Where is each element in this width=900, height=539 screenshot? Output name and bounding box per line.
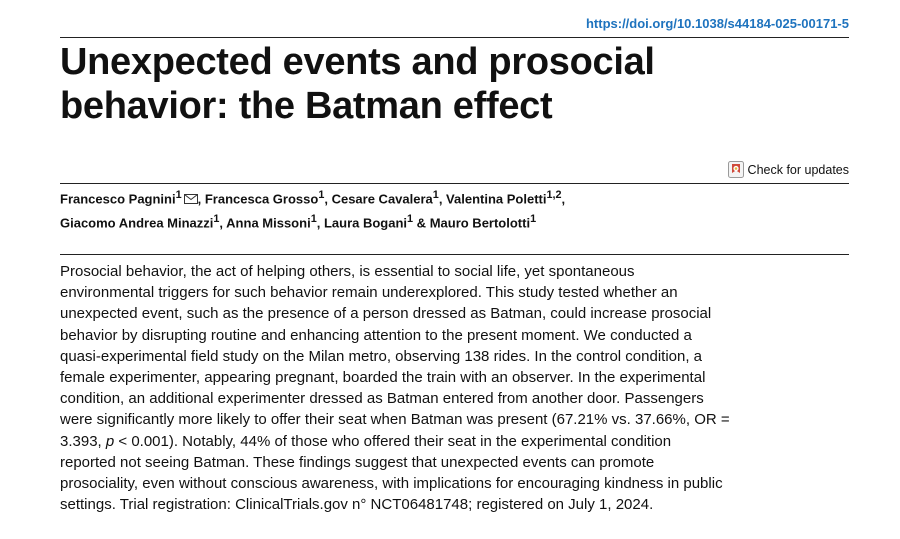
authors-top-rule [60, 183, 849, 184]
author-affiliation: 1 [213, 213, 220, 226]
envelope-icon[interactable] [184, 190, 198, 200]
author-affiliation: 1 [318, 189, 325, 201]
p-value-symbol: p [105, 432, 115, 450]
author-list [60, 185, 760, 234]
author-name[interactable]: Anna Missoni [226, 215, 311, 231]
author-separator: , [561, 191, 566, 207]
author-separator: , [438, 191, 447, 207]
author-affiliation: 1 [310, 213, 317, 226]
abstract [60, 261, 730, 515]
author-separator: , [219, 215, 227, 231]
author-name[interactable]: Laura Bogani [323, 215, 408, 231]
author-name[interactable]: Giacomo Andrea Minazzi [60, 215, 214, 231]
abstract-text-part1: Prosocial behavior, the act of helping others, is essential to social life, yet spontaneous environmental triggers for such behavior remain underexplored. This study tested whether an unexpected event, such as the presence of a person dressed as Batman, could increase prosocial behavior by disrupting routine and enhancing attention to the present moment. We conducted a quasi-experimental field study on the Milan metro, observing 138 rides. In the control condition, a female experimenter, appearing pregnant, boarded the train with an observer. In the experimental condition, an additional experimenter dressed as Batman entered from another door. Passengers were significantly more likely to offer their seat when Batman was present (67.21% vs. 37.66%, OR = 3.393, [60, 263, 730, 450]
check-for-updates-label: Check for updates [747, 162, 849, 177]
author-affiliation: 1 [530, 213, 537, 226]
authors-bottom-rule [60, 254, 849, 255]
author-name[interactable]: Mauro Bertolotti [429, 215, 531, 231]
author-name[interactable]: Francesca Grosso [204, 191, 319, 207]
doi-link[interactable]: https://doi.org/10.1038/s44184-025-00171-5 [585, 16, 849, 31]
author-separator: , [316, 215, 324, 231]
crossmark-icon [728, 161, 744, 178]
author-affiliation: 1,2 [546, 189, 562, 201]
author-separator: , [324, 191, 332, 207]
article-title: Unexpected events and prosocial behavior: the Batman effect [60, 41, 655, 127]
author-name[interactable]: Cesare Cavalera [331, 191, 433, 207]
check-for-updates-button[interactable] [728, 161, 849, 178]
author-separator: & [413, 215, 430, 231]
author-name[interactable]: Francesco Pagnini [60, 191, 176, 207]
author-affiliation: 1 [175, 189, 182, 201]
abstract-text-part2: < 0.001). Notably, 44% of those who offered their seat in the experimental condition reported not seeing Batman. These findings suggest that unexpected events can promote prosociality, even without conscious awareness, with implications for encouraging kindness in public settings. Trial registration: ClinicalTrials.gov n° NCT06481748; registered on July 1, 2024. [60, 432, 723, 514]
author-separator: , [197, 191, 205, 207]
author-affiliation: 1 [432, 189, 439, 201]
author-name[interactable]: Valentina Poletti [446, 191, 547, 207]
author-affiliation: 1 [407, 213, 414, 226]
header-rule [60, 37, 849, 38]
